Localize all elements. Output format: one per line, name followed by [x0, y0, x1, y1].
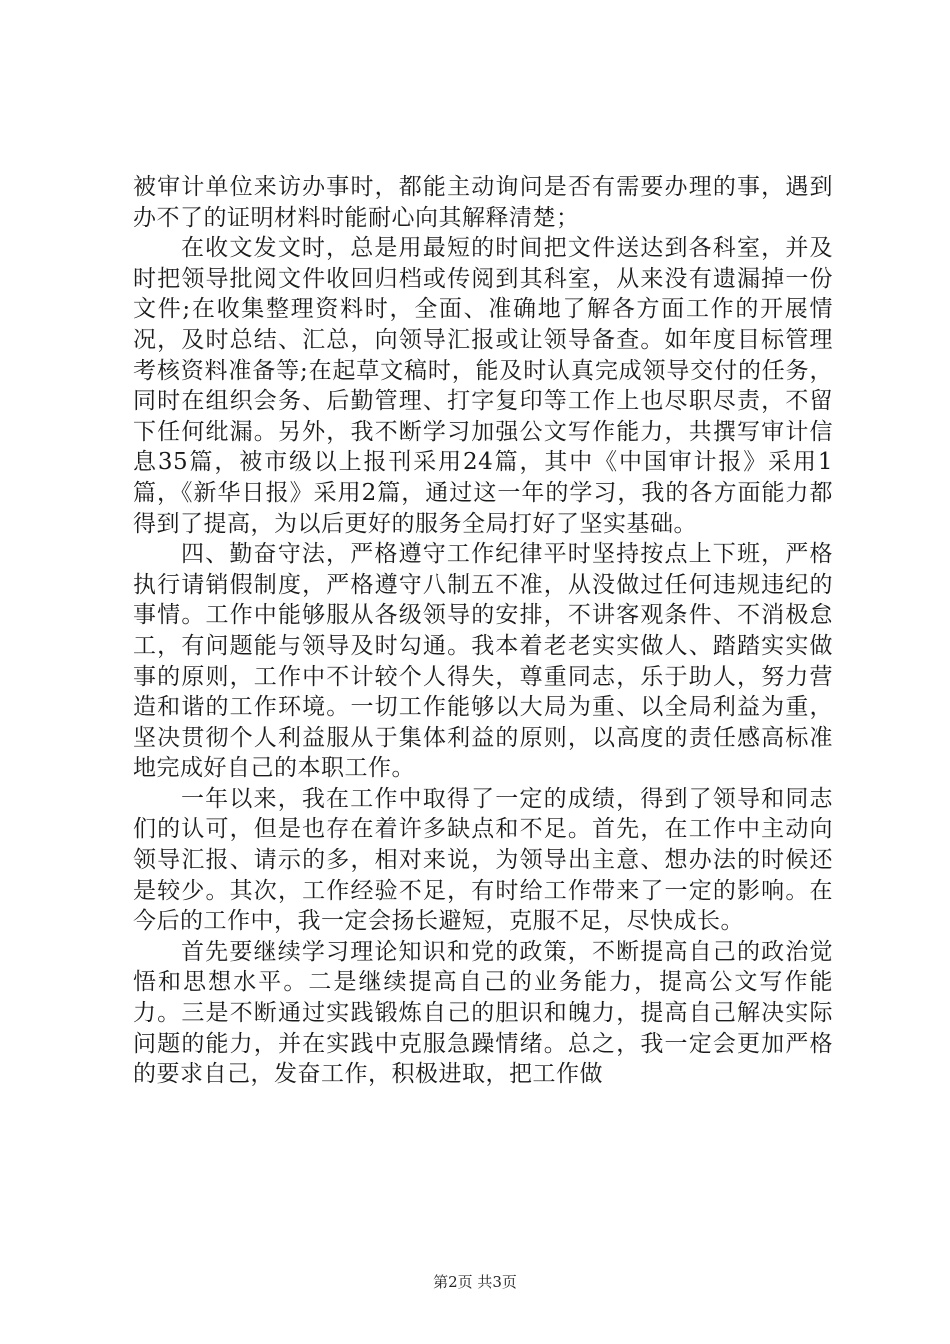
paragraph-4: 一年以来，我在工作中取得了一定的成绩，得到了领导和同志们的认可，但是也存在着许多缺点和不足。首先，在工作中主动向领导汇报、请示的多，相对来说，为领导出主意、想办法的时候还是较少。其次，工作经验不足，有时给工作带来了一定的影响。在今后的工作中，我一定会扬长避短，克服不足，尽快成长。	[133, 785, 833, 935]
paragraph-3: 四、勤奋守法，严格遵守工作纪律平时坚持按点上下班，严格执行请销假制度，严格遵守八制五不准，从没做过任何违规违纪的事情。工作中能够服从各级领导的安排，不讲客观条件、不消极怠工，有问题能与领导及时勾通。我本着老老实实做人、踏踏实实做事的原则，工作中不计较个人得失，尊重同志，乐于助人，努力营造和谐的工作环境。一切工作能够以大局为重、以全局利益为重，坚决贯彻个人利益服从于集体利益的原则，以高度的责任感高标准地完成好自己的本职工作。	[133, 541, 833, 782]
paragraph-1: 被审计单位来访办事时，都能主动询问是否有需要办理的事，遇到办不了的证明材料时能耐心向其解释清楚；	[133, 174, 833, 231]
page-number-footer: 第2页 共3页	[433, 1273, 517, 1291]
paragraph-5: 首先要继续学习理论知识和党的政策，不断提高自己的政治觉悟和思想水平。二是继续提高自己的业务能力，提高公文写作能力。三是不断通过实践锻炼自己的胆识和魄力，提高自己解决实际问题的能力，并在实践中克服急躁情绪。总之，我一定会更加严格的要求自己，发奋工作，积极进取，把工作做	[133, 938, 833, 1088]
paragraph-2: 在收文发文时，总是用最短的时间把文件送达到各科室，并及时把领导批阅文件收回归档或传阅到其科室，从来没有遗漏掉一份文件;在收集整理资料时，全面、准确地了解各方面工作的开展情况，及时总结、汇总，向领导汇报或让领导备查。如年度目标管理考核资料准备等;在起草文稿时，能及时认真完成领导交付的任务，同时在组织会务、后勤管理、打字复印等工作上也尽职尽责，不留下任何纰漏。另外，我不断学习加强公文写作能力，共撰写审计信息35篇，被市级以上报刊采用24篇，其中《中国审计报》采用1篇，《新华日报》采用2篇，通过这一年的学习，我的各方面能力都得到了提高，为以后更好的服务全局打好了坚实基础。	[133, 235, 833, 537]
body-text	[133, 172, 833, 1090]
